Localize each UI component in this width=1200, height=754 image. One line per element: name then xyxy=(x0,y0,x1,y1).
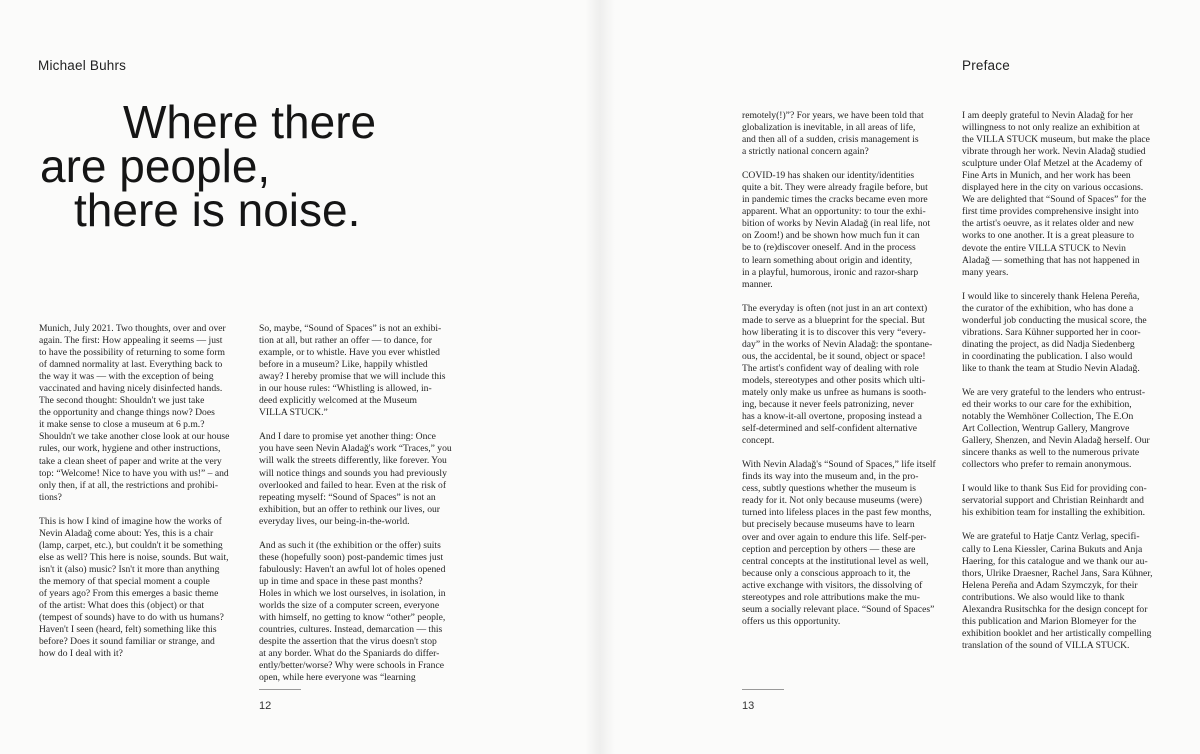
text-line: away? I hereby promise that we will include this xyxy=(259,371,446,383)
text-line: first time provides comprehensive insight into xyxy=(962,206,1139,218)
paragraph xyxy=(962,291,1167,375)
text-line: how liberating it is to discover this very “every- xyxy=(742,326,926,338)
text-line: ed their works to our care for the exhibition, xyxy=(962,399,1132,411)
text-line: in pandemic times the cracks became even more xyxy=(742,194,928,206)
text-line: on Zoom!) and be shown how much fun it can xyxy=(742,230,920,242)
text-line: the opportunity and change things now? Does xyxy=(39,407,215,419)
right-body-column-1 xyxy=(742,110,947,640)
page-number: 13 xyxy=(742,700,755,712)
text-line: these (hopefully soon) post-pandemic times just xyxy=(259,551,444,563)
text-line: dinating the project, as did Nadja Siedenberg xyxy=(962,338,1135,350)
text-line: how do I deal with it? xyxy=(39,648,123,660)
text-line: overlooked and failed to hear. Even at the risk of xyxy=(259,479,447,491)
paragraph xyxy=(259,323,464,419)
text-line: many years. xyxy=(962,266,1009,278)
left-body-column-1 xyxy=(39,323,244,672)
text-line: like to thank the team at Studio Nevin Aladağ. xyxy=(962,362,1140,374)
text-line: collectors who prefer to remain anonymous. xyxy=(962,459,1132,471)
text-line: to learn something about origin and identity, xyxy=(742,254,913,266)
text-line: and then all of a sudden, crisis management is xyxy=(742,134,919,146)
text-line: I would like to thank Sus Eid for providing con- xyxy=(962,483,1147,495)
text-line: else as well? This here is noise, sounds. But wait, xyxy=(39,551,229,563)
text-line: the artist's oeuvre, as it relates older and new xyxy=(962,218,1134,230)
text-line: We are delighted that “Sound of Spaces” for the xyxy=(962,194,1147,206)
text-line: ready for it. Not only because museums (were) xyxy=(742,495,923,507)
text-line: wonderful job conducting the musical score, the xyxy=(962,314,1147,326)
text-line: Munich, July 2021. Two thoughts, over and over xyxy=(39,323,226,334)
text-line: And as such it (the exhibition or the offer) suits xyxy=(259,539,441,551)
text-line: in a playful, humorous, ironic and razor-sharp xyxy=(742,266,919,278)
text-line: bition of works by Nevin Aladağ (in real life, not xyxy=(742,218,931,230)
text-line: globalization is inevitable, in all areas of life, xyxy=(742,122,916,134)
text-line: Haering, for this catalogue and we thank our au- xyxy=(962,555,1148,567)
text-line: displayed here in the city on various occasions. xyxy=(962,182,1144,194)
text-line: quite a bit. They were already fragile before, but xyxy=(742,182,928,194)
text-line: I would like to sincerely thank Helena Pereña, xyxy=(962,290,1140,302)
text-line: at any border. What do the Spaniards do differ- xyxy=(259,648,440,660)
text-line: The artist's confident way of dealing with role xyxy=(742,362,919,374)
page-number-rule xyxy=(742,689,784,690)
text-line: ently/better/worse? Why were schools in France xyxy=(259,660,444,672)
text-line: up in time and space in these past months? xyxy=(259,575,423,587)
text-line: This is how I kind of imagine how the works of xyxy=(39,515,222,527)
text-line: of the artist: What does this (object) or that xyxy=(39,600,205,612)
text-line: Nevin Aladağ come about: Yes, this is a chair xyxy=(39,527,214,539)
text-line: only then, if at all, the restrictions and prohibi- xyxy=(39,479,219,491)
text-line: will notice things and sounds you had previously xyxy=(259,467,447,479)
text-line: tions? xyxy=(39,491,62,503)
text-line: contributions. We also would like to thank xyxy=(962,591,1125,603)
text-line: works to one another. It is a great pleasure to xyxy=(962,230,1135,242)
text-line: cess, subtly questions whether the museum is xyxy=(742,483,916,495)
text-line: despite the assertion that the virus doesn't stop xyxy=(259,636,437,648)
text-line: worlds the size of a computer screen, everyone xyxy=(259,599,440,611)
text-line: of years ago? From this emerges a basic theme xyxy=(39,587,219,599)
text-line: top: “Welcome! Nice to have you with us!” – and xyxy=(39,467,229,479)
text-line: sincere thanks as well to the numerous private xyxy=(962,447,1140,459)
text-line: We are very grateful to the lenders who entrust- xyxy=(962,386,1146,398)
paragraph xyxy=(962,387,1167,471)
text-line: The second thought: Shouldn't we just take xyxy=(39,395,205,407)
text-line: it make sense to close a museum at 6 p.m.? xyxy=(39,419,205,431)
paragraph xyxy=(742,170,947,290)
text-line: to have the possibility of returning to some form xyxy=(39,347,225,359)
text-line: translation of the sound of VILLA STUCK. xyxy=(962,639,1130,651)
text-line: over and over again to endure this life. Self-per- xyxy=(742,531,927,543)
headline-line-1: Where there xyxy=(123,96,377,148)
text-line: Helena Pereña and Adam Szymczyk, for their xyxy=(962,579,1138,591)
headline-line-3: there is noise. xyxy=(74,184,361,236)
text-line: With Nevin Aladağ's “Sound of Spaces,” life itself xyxy=(742,459,936,471)
text-line: So, maybe, “Sound of Spaces” is not an exhibi- xyxy=(259,323,442,334)
text-line: example, or to whistle. Have you ever whistled xyxy=(259,347,440,359)
paragraph xyxy=(742,110,947,158)
text-line: I am deeply grateful to Nevin Aladağ for her xyxy=(962,110,1134,121)
text-line: made to serve as a blueprint for the special. But xyxy=(742,314,925,326)
text-line: you have seen Nevin Aladağ's work “Traces,” you xyxy=(259,443,452,455)
text-line: servatorial support and Christian Reinhardt and xyxy=(962,495,1144,507)
right-body-column-2 xyxy=(962,110,1167,664)
text-line: remotely(!)”? For years, we have been told that xyxy=(742,110,924,121)
page-number-rule xyxy=(259,689,301,690)
text-line: devote the entire VILLA STUCK to Nevin xyxy=(962,242,1126,254)
text-line: everyday lives, our being-in-the-world. xyxy=(259,515,410,527)
text-line: models, stereotypes and other posits which ulti- xyxy=(742,374,926,386)
text-line: We are grateful to Hatje Cantz Verlag, specifi- xyxy=(962,531,1140,543)
text-line: exhibition booklet and her artistically compelling xyxy=(962,627,1152,639)
text-line: Shouldn't we take another close look at our house xyxy=(39,431,230,443)
text-line: Aladağ — something that has not happened in xyxy=(962,254,1140,266)
text-line: mately only make us unfree as humans is sooth- xyxy=(742,386,927,398)
text-line: central concepts at the institutional level as well, xyxy=(742,555,929,567)
text-line: take a clean sheet of paper and write at the very xyxy=(39,455,222,467)
text-line: sculpture under Olaf Metzel at the Academy of xyxy=(962,158,1143,170)
text-line: with himself, no getting to know “other” people, xyxy=(259,612,446,624)
text-line: turned into lifeless places in the past few months, xyxy=(742,507,932,519)
page-number: 12 xyxy=(259,700,272,712)
text-line: Fine Arts in Munich, and her work has been xyxy=(962,170,1131,182)
text-line: (lamp, carpet, etc.), but couldn't it be something xyxy=(39,539,223,551)
text-line: the curator of the exhibition, who has done a xyxy=(962,302,1134,314)
text-line: And I dare to promise yet another thing: Once xyxy=(259,431,436,443)
paragraph xyxy=(39,516,244,661)
text-line: Gallery, Shenzen, and Nevin Aladağ herself. Our xyxy=(962,435,1150,447)
text-line: Alexandra Rusitschka for the design concept for xyxy=(962,603,1148,615)
text-line: his exhibition team for installing the exhibition. xyxy=(962,507,1146,519)
text-line: ous, the accidental, be it sound, object or space! xyxy=(742,350,926,362)
text-line: because only a conscious approach to it, the xyxy=(742,567,911,579)
text-line: in our house rules: “Whistling is allowed, in- xyxy=(259,383,432,395)
text-line: Haven't I seen (heard, felt) something like this xyxy=(39,624,217,636)
text-line: open, while here everyone was “learning xyxy=(259,672,416,684)
text-line: be to (re)discover oneself. And in the process xyxy=(742,242,916,254)
text-line: the VILLA STUCK museum, but make the place xyxy=(962,134,1150,146)
text-line: in coordinating the publication. I also would xyxy=(962,350,1133,362)
text-line: offers us this opportunity. xyxy=(742,615,841,627)
headline-line-2: are people, xyxy=(40,140,271,192)
text-line: notably the Wemhöner Collection, The E.On xyxy=(962,411,1134,423)
text-line: self-determined and self-confident alternative xyxy=(742,423,918,435)
text-line: willingness to not only realize an exhibition at xyxy=(962,122,1140,134)
text-line: vibrations. Sara Kühner supported her in coor- xyxy=(962,326,1141,338)
text-line: before in a museum? Like, happily whistled xyxy=(259,359,428,371)
section-running-head: Preface xyxy=(962,58,1010,73)
paragraph xyxy=(259,540,464,685)
text-line: isn't it (also) music? Isn't it more than anything xyxy=(39,563,220,575)
text-line: tion at all, but rather an offer — to dance, for xyxy=(259,335,432,347)
text-line: apparent. What an opportunity: to tour the exhi- xyxy=(742,206,926,218)
text-line: finds its way into the museum and, in the pro- xyxy=(742,471,919,483)
left-body-column-2 xyxy=(259,323,464,696)
text-line: stereotypes and role attributions make the mu- xyxy=(742,591,920,603)
right-page xyxy=(600,0,1200,754)
paragraph xyxy=(742,459,947,628)
text-line: but precisely because museums have to learn xyxy=(742,519,915,531)
text-line: fabulously: Haven't an awful lot of holes opened xyxy=(259,563,446,575)
paragraph xyxy=(259,431,464,527)
text-line: ception and perception by others — these are xyxy=(742,543,916,555)
text-line: manner. xyxy=(742,278,773,290)
text-line: vibrate through her work. Nevin Aladağ studied xyxy=(962,146,1146,158)
text-line: The everyday is often (not just in an art context) xyxy=(742,302,928,314)
text-line: will walk the streets differently, like forever. You xyxy=(259,455,447,467)
paragraph xyxy=(742,303,947,448)
text-line: thors, Ulrike Draesner, Rachel Jans, Sara Kühner, xyxy=(962,567,1153,579)
text-line: has a know-it-all overtone, proposing instead a xyxy=(742,411,922,423)
text-line: rules, our work, hygiene and other instructions, xyxy=(39,443,221,455)
text-line: cally to Lena Kiessler, Carina Bukuts and Anja xyxy=(962,543,1143,555)
text-line: this publication and Marion Blomeyer for the xyxy=(962,615,1137,627)
text-line: day” in the works of Nevin Aladağ: the spontane- xyxy=(742,338,933,350)
text-line: the memory of that special moment a couple xyxy=(39,575,210,587)
author-running-head: Michael Buhrs xyxy=(38,58,127,73)
text-line: repeating myself: “Sound of Spaces” is not an xyxy=(259,491,436,503)
text-line: COVID-19 has shaken our identity/identities xyxy=(742,170,915,182)
text-line: countries, cultures. Instead, demarcation — this xyxy=(259,624,443,636)
headline xyxy=(38,96,458,236)
text-line: the way it was — with the exception of being xyxy=(39,371,214,383)
text-line: exhibition, but an offer to rethink our lives, our xyxy=(259,503,441,515)
text-line: active exchange with visitors, the dissolving of xyxy=(742,579,923,591)
paragraph xyxy=(39,323,244,504)
text-line: Art Collection, Wentrup Gallery, Mangrove xyxy=(962,423,1130,435)
text-line: concept. xyxy=(742,435,775,447)
paragraph xyxy=(962,110,1167,279)
text-line: deed explicitly welcomed at the Museum xyxy=(259,395,417,407)
paragraph xyxy=(962,531,1167,651)
text-line: ing, because it never feels patronizing, never xyxy=(742,399,914,411)
text-line: again. The first: How appealing it seems — just xyxy=(39,335,223,347)
paragraph xyxy=(962,483,1167,519)
text-line: seum a socially relevant place. “Sound of Spaces” xyxy=(742,603,935,615)
text-line: VILLA STUCK.” xyxy=(259,407,328,419)
text-line: vaccinated and having nicely disinfected hands. xyxy=(39,383,223,395)
text-line: (tempest of sounds) have to do with us humans? xyxy=(39,612,224,624)
text-line: before? Does it sound familiar or strange, and xyxy=(39,636,215,648)
text-line: a strictly national concern again? xyxy=(742,146,869,158)
text-line: Holes in which we lost ourselves, in isolation, in xyxy=(259,587,446,599)
text-line: of damned normality at last. Everything back to xyxy=(39,359,223,371)
